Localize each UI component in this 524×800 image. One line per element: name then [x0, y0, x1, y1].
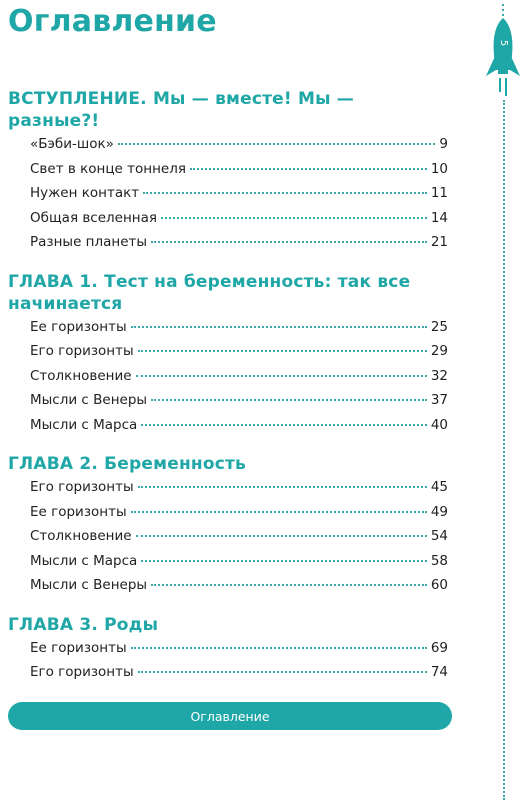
- toc-entry[interactable]: [8, 479, 448, 504]
- page-number: 5: [498, 39, 509, 47]
- entry-title: Столкновение: [30, 528, 132, 544]
- entry-page-number: 21: [430, 234, 448, 250]
- entry-title: Его горизонты: [30, 664, 134, 680]
- dot-leader: [151, 399, 427, 401]
- table-of-contents: [8, 88, 448, 701]
- entry-title: Общая вселенная: [30, 209, 158, 226]
- entry-title: Нужен контакт: [30, 185, 140, 201]
- dot-leader: [138, 671, 427, 673]
- entry-title: Мысли с Венеры: [30, 392, 148, 408]
- entry-page-number: 32: [430, 367, 448, 384]
- dot-leader: [131, 647, 427, 649]
- entry-title: Ее горизонты: [30, 639, 127, 656]
- dot-leader: [118, 143, 435, 145]
- toc-entry[interactable]: [8, 577, 448, 602]
- entry-page-number: 54: [430, 528, 448, 544]
- toc-entry[interactable]: [8, 528, 448, 553]
- entry-page-number: 74: [430, 664, 448, 680]
- entry-title: «Бэби-шок»: [30, 136, 114, 152]
- dot-leader: [131, 326, 427, 328]
- section-heading-text: ГЛАВА 1. Тест на беременность: так все начинается: [8, 271, 411, 314]
- entry-page-number: 10: [430, 160, 448, 177]
- dot-leader: [141, 424, 426, 426]
- entry-title: Его горизонты: [30, 343, 134, 359]
- entry-title: Его горизонты: [30, 479, 134, 495]
- entry-title: Ее горизонты: [30, 503, 127, 520]
- toc-entry[interactable]: [8, 368, 448, 393]
- side-dotted-line: [503, 100, 505, 800]
- entry-title: Свет в конце тоннеля: [30, 160, 186, 177]
- toc-entry[interactable]: [8, 136, 448, 161]
- page-title: Оглавление: [8, 4, 217, 39]
- section-heading[interactable]: [8, 453, 448, 475]
- entry-page-number: 49: [430, 503, 448, 520]
- toc-entry[interactable]: [8, 392, 448, 417]
- dot-leader: [141, 560, 426, 562]
- toc-entry[interactable]: [8, 343, 448, 368]
- dot-leader: [136, 535, 427, 537]
- entry-page-number: 40: [430, 416, 448, 433]
- toc-entry[interactable]: [8, 185, 448, 210]
- section-heading-text: ВСТУПЛЕНИЕ. Мы — вместе! Мы — разные?!: [8, 89, 354, 131]
- entry-list: [8, 640, 448, 689]
- toc-entry[interactable]: [8, 234, 448, 259]
- toc-entry[interactable]: [8, 553, 448, 578]
- section-heading[interactable]: [8, 88, 448, 132]
- entry-title: Мысли с Венеры: [30, 577, 148, 593]
- entry-title: Ее горизонты: [30, 318, 127, 335]
- dot-leader: [190, 168, 427, 170]
- toc-entry[interactable]: [8, 664, 448, 689]
- dot-leader: [131, 511, 427, 513]
- entry-page-number: 29: [430, 343, 448, 359]
- entry-page-number: 11: [430, 185, 448, 201]
- section-heading[interactable]: [8, 614, 448, 636]
- entry-page-number: 25: [430, 318, 448, 335]
- entry-list: [8, 319, 448, 442]
- section-heading[interactable]: [8, 271, 448, 315]
- section-heading-text: ГЛАВА 2. Беременность: [8, 454, 247, 474]
- toc-entry[interactable]: [8, 161, 448, 186]
- toc-entry[interactable]: [8, 210, 448, 235]
- dot-leader: [161, 217, 427, 219]
- entry-page-number: 9: [439, 136, 448, 152]
- entry-title: Разные планеты: [30, 234, 148, 250]
- footer-contents-button[interactable]: Оглавление: [8, 702, 452, 730]
- entry-list: [8, 136, 448, 259]
- dot-leader: [151, 584, 427, 586]
- entry-page-number: 60: [430, 577, 448, 593]
- entry-page-number: 58: [430, 552, 448, 569]
- dot-leader: [136, 375, 427, 377]
- entry-title: Столкновение: [30, 367, 132, 384]
- dot-leader: [138, 350, 427, 352]
- entry-page-number: 69: [430, 639, 448, 656]
- entry-page-number: 14: [430, 209, 448, 226]
- entry-page-number: 37: [430, 392, 448, 408]
- section-heading-text: ГЛАВА 3. Роды: [8, 614, 159, 635]
- entry-title: Мысли с Марса: [30, 416, 138, 433]
- toc-entry[interactable]: [8, 640, 448, 665]
- toc-entry[interactable]: [8, 504, 448, 529]
- dot-leader: [151, 241, 427, 243]
- rocket-icon: [482, 4, 524, 100]
- dot-leader: [143, 192, 427, 194]
- toc-entry[interactable]: [8, 417, 448, 442]
- entry-title: Мысли с Марса: [30, 552, 138, 569]
- entry-list: [8, 479, 448, 602]
- toc-entry[interactable]: [8, 319, 448, 344]
- entry-page-number: 45: [430, 479, 448, 495]
- dot-leader: [138, 486, 427, 488]
